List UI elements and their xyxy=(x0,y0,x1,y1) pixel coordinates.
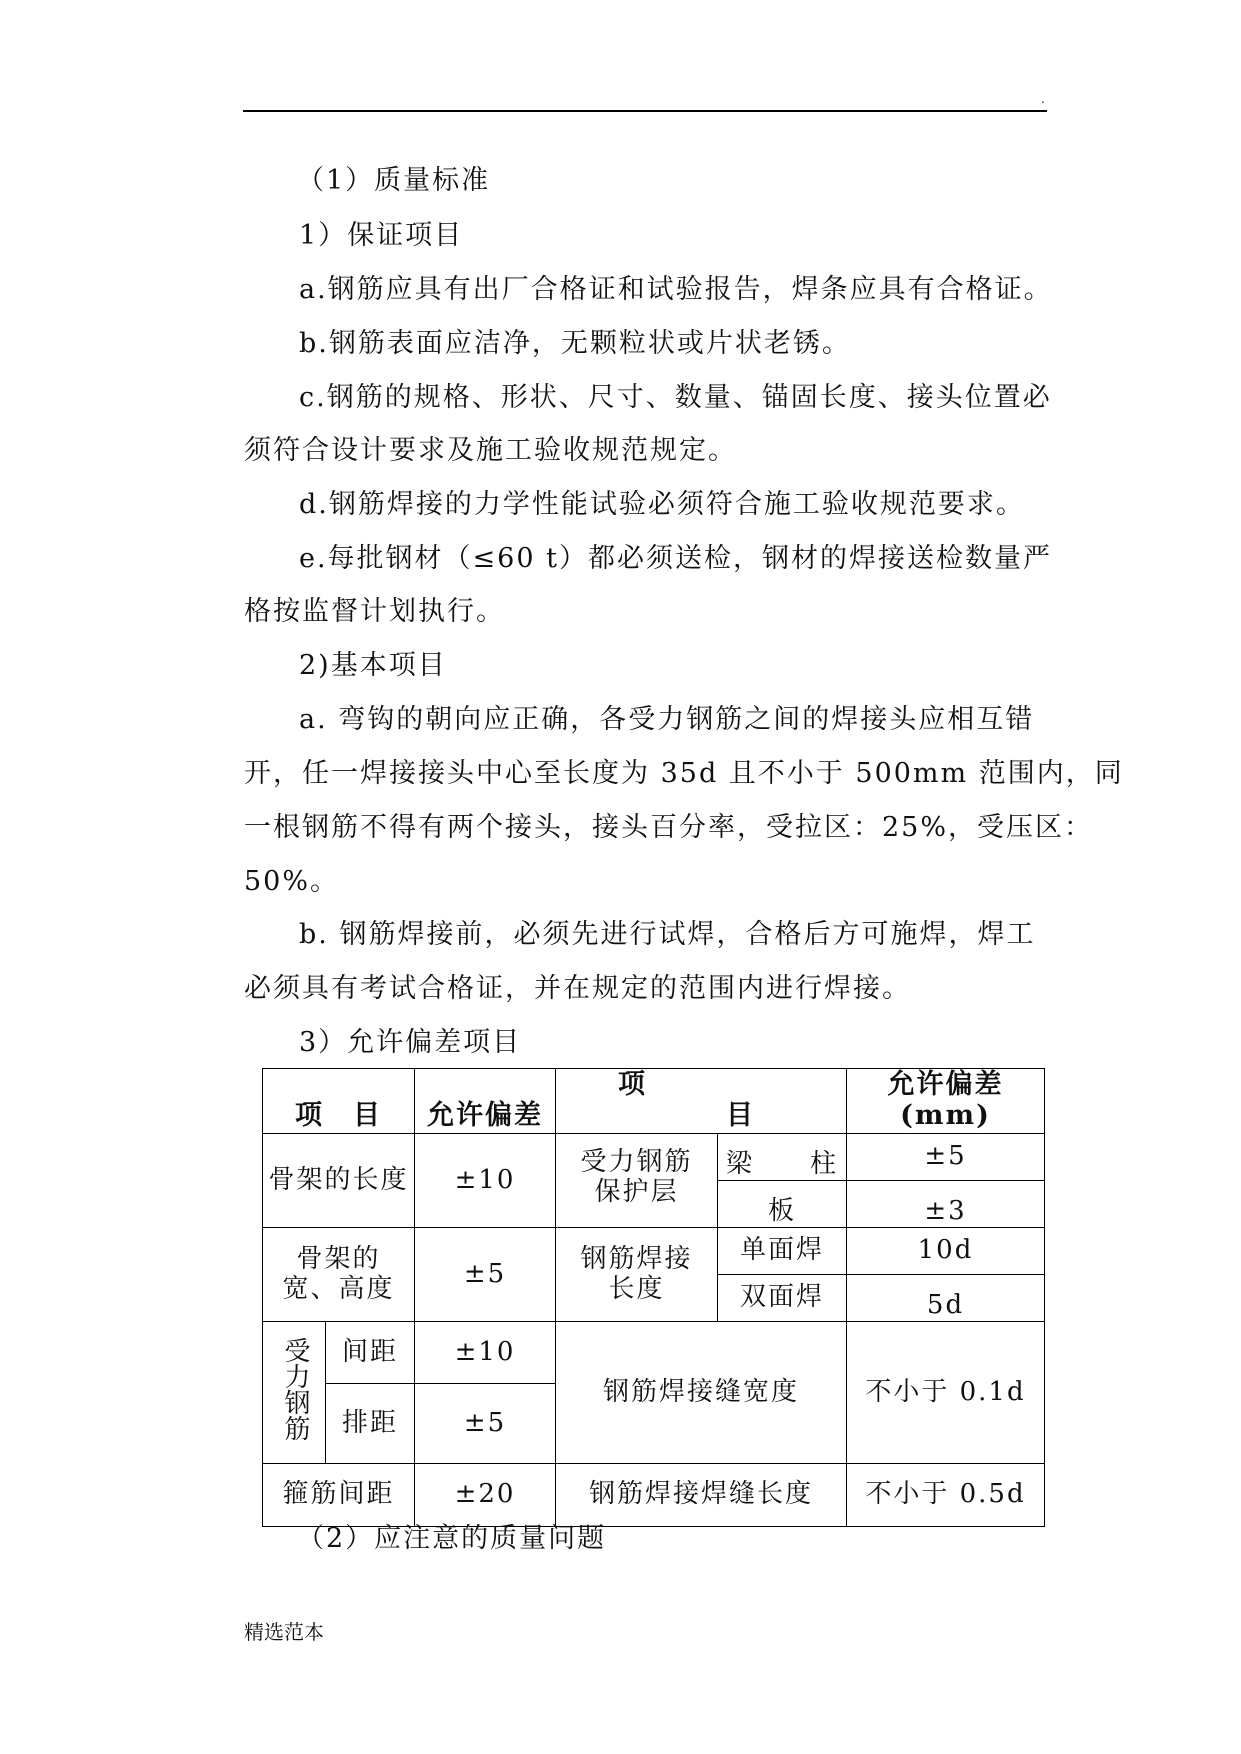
cell-beam-column-value: ±5 xyxy=(847,1134,1045,1181)
cell-single-side-weld: 单面焊 xyxy=(718,1228,847,1275)
cell-double-side-weld: 双面焊 xyxy=(718,1275,847,1322)
header-item-2 xyxy=(556,1069,847,1134)
paragraph-basic-a-line3: 一根钢筋不得有两个接头，接头百分率，受拉区：25%，受压区： xyxy=(244,812,1094,843)
paragraph-basic-b-line2: 必须具有考试合格证，并在规定的范围内进行焊接。 xyxy=(244,973,911,1004)
heading-allowed-deviation: 3）允许偏差项目 xyxy=(299,1027,522,1058)
cell-frame-width-height: 骨架的宽、高度 xyxy=(263,1228,415,1322)
cell-beam-column: 梁 柱 xyxy=(718,1134,847,1181)
paragraph-basic-b-line1: b. 钢筋焊接前，必须先进行试焊，合格后方可施焊，焊工 xyxy=(299,919,1036,950)
cell-spacing-value: ±10 xyxy=(415,1322,556,1384)
cell-single-side-weld-value: 10d xyxy=(847,1228,1045,1275)
paragraph-basic-a-line2: 开，任一焊接接头中心至长度为 35d 且不小于 500mm 范围内，同 xyxy=(244,758,1124,789)
header-mark: . xyxy=(1041,92,1045,106)
cell-row-spacing-value: ±5 xyxy=(415,1384,556,1464)
heading-quality-issues: （2）应注意的质量问题 xyxy=(297,1523,607,1554)
paragraph-e-line1: e.每批钢材（≤60 t）都必须送检，钢材的焊接送检数量严 xyxy=(299,543,1052,574)
cell-frame-width-height-value: ±5 xyxy=(415,1228,556,1322)
cell-weld-seam-length-value: 不小于 0.5d xyxy=(847,1464,1045,1527)
cell-frame-length-value: ±10 xyxy=(415,1134,556,1228)
footer-text: 精选范本 xyxy=(244,1620,324,1644)
header-allowed-deviation-mm: 允许偏差(mm) xyxy=(847,1069,1045,1134)
cell-stressed-bar-group xyxy=(263,1322,326,1464)
table-row xyxy=(263,1134,1045,1181)
paragraph-d: d.钢筋焊接的力学性能试验必须符合施工验收规范要求。 xyxy=(299,489,1025,520)
cell-spacing: 间距 xyxy=(326,1322,415,1384)
cell-frame-length: 骨架的长度 xyxy=(263,1134,415,1228)
heading-basic-items: 2)基本项目 xyxy=(299,650,447,681)
paragraph-c-line1: c.钢筋的规格、形状、尺寸、数量、锚固长度、接头位置必 xyxy=(299,382,1052,413)
header-rule xyxy=(243,110,1047,112)
heading-guarantee-items: 1）保证项目 xyxy=(299,220,464,251)
header-item-2-left: 项 xyxy=(618,1069,647,1100)
cell-weld-seam-width-value: 不小于 0.1d xyxy=(847,1322,1045,1464)
table-row xyxy=(263,1322,1045,1384)
deviation-table xyxy=(262,1068,1045,1527)
cell-slab-value: ±3 xyxy=(847,1181,1045,1228)
cell-weld-seam-length: 钢筋焊接焊缝长度 xyxy=(556,1464,847,1527)
cell-double-side-weld-value: 5d xyxy=(847,1275,1045,1322)
paragraph-a: a.钢筋应具有出厂合格证和试验报告，焊条应具有合格证。 xyxy=(299,274,1053,305)
paragraph-basic-a-line1: a. 弯钩的朝向应正确，各受力钢筋之间的焊接头应相互错 xyxy=(299,704,1035,735)
paragraph-c-line2: 须符合设计要求及施工验收规范规定。 xyxy=(244,435,737,466)
cell-stirrup-spacing-value: ±20 xyxy=(415,1464,556,1527)
paragraph-e-line2: 格按监督计划执行。 xyxy=(244,596,505,627)
paragraph-basic-a-line4: 50%。 xyxy=(244,866,340,897)
cell-slab: 板 xyxy=(718,1181,847,1228)
cell-weld-seam-width: 钢筋焊接缝宽度 xyxy=(556,1322,847,1464)
heading-quality-standard: （1）质量标准 xyxy=(297,165,491,196)
paragraph-b: b.钢筋表面应洁净，无颗粒状或片状老锈。 xyxy=(299,328,851,359)
cell-stressed-bar-label: 受力钢筋 xyxy=(279,1336,310,1441)
header-item: 项 目 xyxy=(263,1069,415,1134)
header-item-2-right: 目 xyxy=(726,1100,755,1132)
cell-cover-layer: 受力钢筋保护层 xyxy=(556,1134,718,1228)
cell-row-spacing: 排距 xyxy=(326,1384,415,1464)
header-allowed-deviation: 允许偏差 xyxy=(415,1069,556,1134)
table-header-row xyxy=(263,1069,1045,1134)
cell-weld-length: 钢筋焊接长度 xyxy=(556,1228,718,1322)
cell-stirrup-spacing: 箍筋间距 xyxy=(263,1464,415,1527)
table-row xyxy=(263,1228,1045,1275)
